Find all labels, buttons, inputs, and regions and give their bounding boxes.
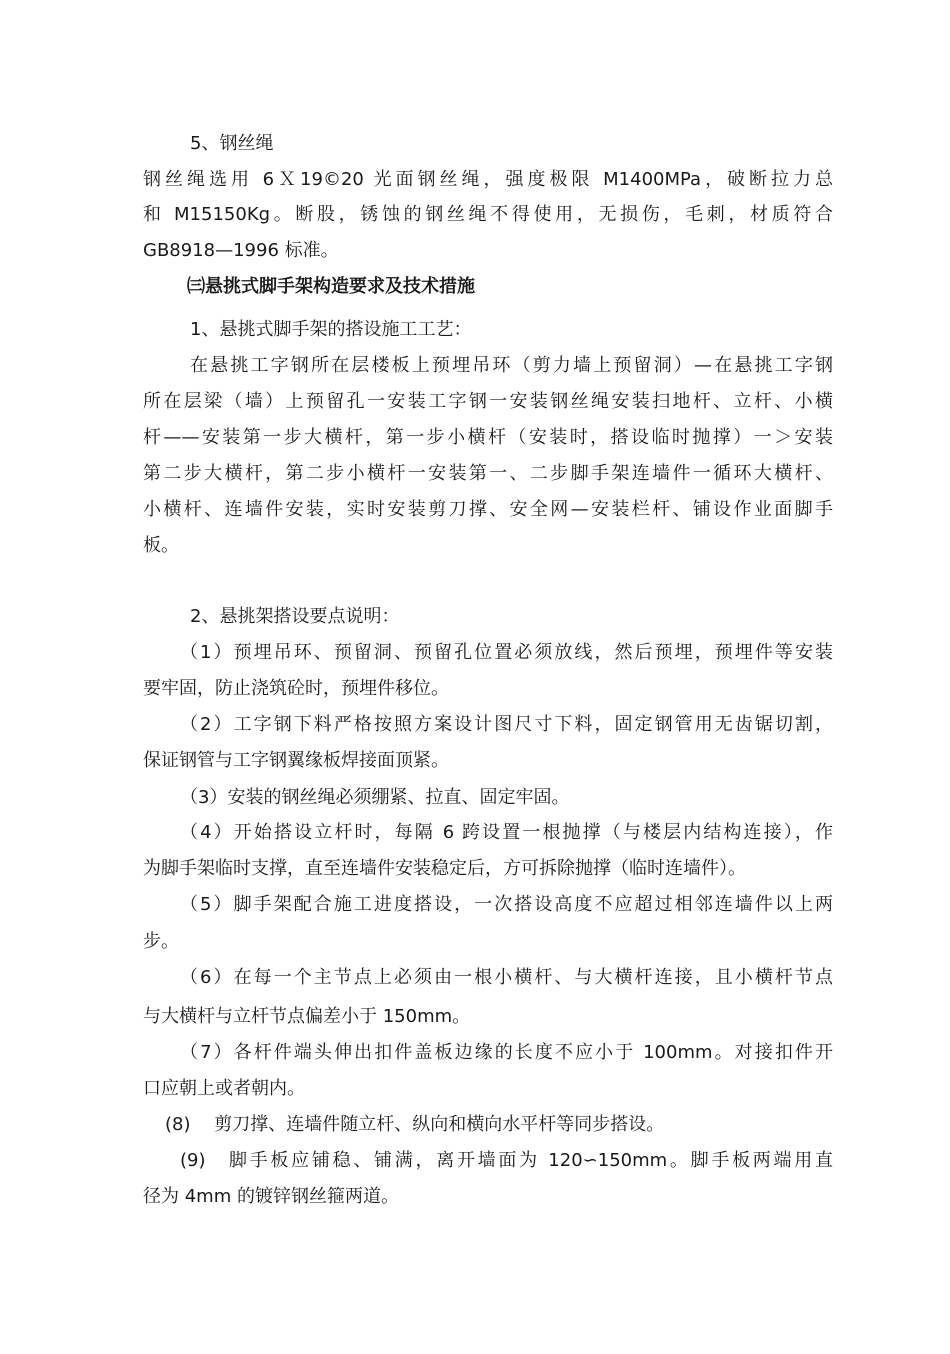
list-item-line: （2）工字钢下料严格按照方案设计图尺寸下料，固定钢管用无齿锯切割，	[180, 714, 833, 735]
list-item-line: （6）在每一个主节点上必须由一根小横杆、与大横杆连接，且小横杆节点	[180, 967, 833, 988]
paragraph-line: 板。	[143, 535, 179, 556]
paragraph-line: 和 M15150Kg。断股，锈蚀的钢丝绳不得使用，无损伤，毛刺，材质符合	[143, 204, 833, 225]
paragraph-line: 在悬挑工字钢所在层楼板上预埋吊环（剪力墙上预留洞）—在悬挑工字钢	[190, 355, 833, 376]
list-item-line: （1）预埋吊环、预留洞、预留孔位置必须放线，然后预埋，预埋件等安装	[180, 642, 833, 663]
list-item-line: 与大横杆与立杆节点偏差小于 150mm。	[143, 1006, 471, 1027]
list-item-line: （7）各杆件端头伸出扣件盖板边缘的长度不应小于 100mm。对接扣件开	[180, 1042, 833, 1063]
section-heading-wire-rope: 5、钢丝绳	[190, 133, 274, 154]
list-item-line: 口应朝上或者朝内。	[143, 1078, 305, 1099]
list-item-line: 保证钢管与工字钢翼缘板焊接面顶紧。	[143, 750, 449, 771]
subsection-heading: 1、悬挑式脚手架的搭设施工工艺：	[190, 319, 472, 340]
list-item-line: 径为 4mm 的镀锌钢丝箍两道。	[143, 1186, 399, 1207]
list-item-line: 要牢固，防止浇筑砼时，预埋件移位。	[143, 678, 449, 699]
list-item-line: （4）开始搭设立杆时，每隔 6 跨设置一根抛撑（与楼层内结构连接），作	[180, 822, 833, 843]
paragraph-line: 第二步大横杆，第二步小横杆一安装第一、二步脚手架连墙件一循环大横杆、	[143, 463, 833, 484]
paragraph-line: 杆——安装第一步大横杆，第一步小横杆（安装时，搭设临时抛撑）一＞安装	[143, 427, 833, 448]
list-item-line: (9) 脚手板应铺稳、铺满，离开墙面为 120∽150mm。脚手板两端用直	[180, 1150, 833, 1171]
paragraph-line: 钢丝绳选用 6Ｘ19©20 光面钢丝绳，强度极限 M1400MPa，破断拉力总	[143, 169, 833, 190]
list-item-line: （3）安装的钢丝绳必须绷紧、拉直、固定牢固。	[180, 787, 570, 808]
paragraph-line: 小横杆、连墙件安装，实时安装剪刀撑、安全网—安装栏杆、铺设作业面脚手	[143, 499, 833, 520]
paragraph-line: GB8918—1996 标准。	[143, 240, 339, 261]
list-item-line: （5）脚手架配合施工进度搭设，一次搭设高度不应超过相邻连墙件以上两	[180, 894, 833, 915]
subsection-heading: 2、悬挑架搭设要点说明：	[190, 606, 400, 627]
list-item-line: 为脚手架临时支撑，直至连墙件安装稳定后，方可拆除抛撑（临时连墙件）。	[143, 858, 746, 879]
paragraph-line: 所在层梁（墙）上预留孔一安装工字钢一安装钢丝绳安装扫地杆、立杆、小横	[143, 391, 833, 412]
list-item-line: 步。	[143, 931, 179, 952]
list-item-line: (8) 剪刀撑、连墙件随立杆、纵向和横向水平杆等同步搭设。	[165, 1114, 665, 1135]
section-heading-cantilever-scaffold: ㈢悬挑式脚手架构造要求及技术措施	[187, 276, 475, 297]
